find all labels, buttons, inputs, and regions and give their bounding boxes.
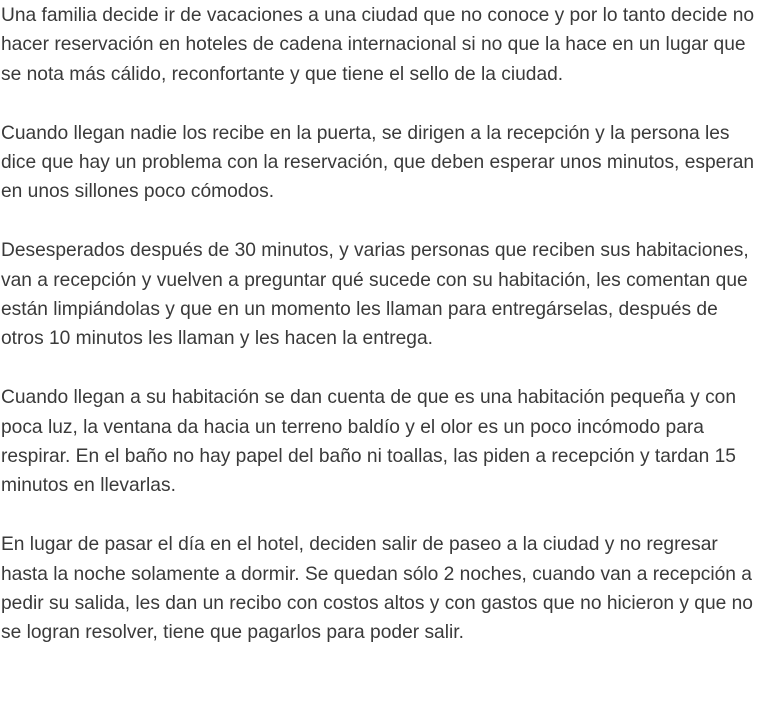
paragraph-5: En lugar de pasar el día en el hotel, deciden salir de paseo a la ciudad y no regresar hasta la noche solamente a dormir. Se quedan sólo 2 noches, cuando van a recepción a pedir su salida, les dan un recibo con costos altos y con gastos que no hicieron y que no se logran resolver, tiene que pagarlos para poder salir. <box>1 534 753 644</box>
paragraph-1: Una familia decide ir de vacaciones a una ciudad que no conoce y por lo tanto decide no hacer reservación en hoteles de cadena internacional si no que la hace en un lugar que se nota más cálido, reconfortante y que tiene el sello de la ciudad. <box>1 5 755 85</box>
paragraph-3: Desesperados después de 30 minutos, y varias personas que reciben sus habitaciones, van a recepción y vuelven a preguntar qué sucede con su habitación, les comentan que están limpiándolas y que en un momento les llaman para entregárselas, después de otros 10 minutos les llaman y les hacen la entrega. <box>1 240 749 350</box>
paragraph-4: Cuando llegan a su habitación se dan cuenta de que es una habitación pequeña y con poca luz, la ventana da hacia un terreno baldío y el olor es un poco incómodo para respirar. En el baño no hay papel del baño ni toallas, las piden a recepción y tardan 15 minutos en llevarlas. <box>1 387 737 497</box>
paragraph-2: Cuando llegan nadie los recibe en la puerta, se dirigen a la recepción y la persona les dice que hay un problema con la reservación, que deben esperar unos minutos, esperan en unos sillones poco cómodos. <box>1 122 755 203</box>
